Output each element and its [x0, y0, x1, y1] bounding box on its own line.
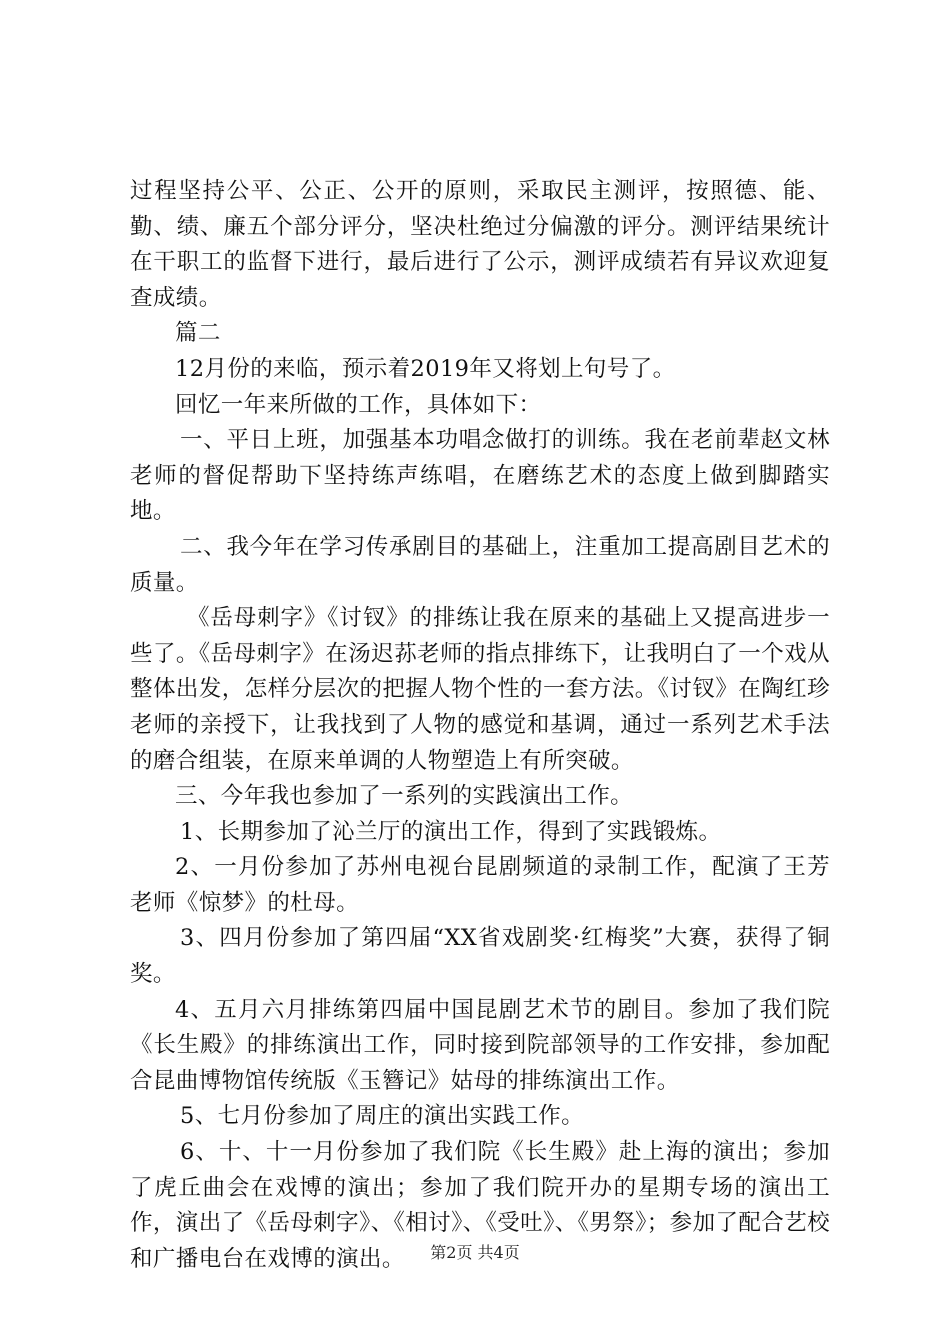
section-heading-part-two: 篇二 [175, 320, 221, 347]
page-number-footer: 第2页 共4页 [430, 1243, 520, 1262]
list-item-2: 2、一月份参加了苏州电视台昆剧频道的录制工作，配演了王芳老师《惊梦》的杜母。 [130, 854, 830, 916]
list-item-6: 6、十、十一月份参加了我们院《长生殿》赴上海的演出；参加了虎丘曲会在戏博的演出；参加了我们院开办的星期专场的演出工作，演出了《岳母刺字》、《相讨》、《受吐》、《男祭》；参加了配合艺校和广播电台在戏博的演出。 [130, 1139, 830, 1272]
paragraph-december-intro: 12月份的来临，预示着2019年又将划上句号了。 [175, 355, 676, 382]
paragraph-item-two: 二、我今年在学习传承剧目的基础上，注重加工提高剧目艺术的质量。 [130, 533, 830, 596]
list-item-1: 1、长期参加了沁兰厅的演出工作，得到了实践锻炼。 [180, 818, 722, 845]
list-item-4: 4、五月六月排练第四届中国昆剧艺术节的剧目。参加了我们院《长生殿》的排练演出工作，同时接到院部领导的工作安排，参加配合昆曲博物馆传统版《玉簪记》姑母的排练演出工作。 [130, 996, 830, 1094]
document-body [130, 174, 830, 1277]
paragraph-item-one: 一、平日上班，加强基本功唱念做打的训练。我在老前辈赵文林老师的督促帮助下坚持练声练唱，在磨练艺术的态度上做到脚踏实地。 [130, 427, 830, 525]
paragraph-item-three: 三、今年我也参加了一系列的实践演出工作。 [175, 783, 634, 810]
list-item-3: 3、四月份参加了第四届“XX省戏剧奖·红梅奖”大赛，获得了铜奖。 [130, 925, 830, 988]
paragraph-review-intro: 回忆一年来所做的工作，具体如下： [175, 391, 542, 418]
paragraph-evaluation-process: 过程坚持公平、公正、公开的原则，采取民主测评，按照德、能、勤、绩、廉五个部分评分，坚决杜绝过分偏激的评分。测评结果统计在干职工的监督下进行，最后进行了公示，测评成绩若有异议欢迎复查成绩。 [130, 178, 830, 311]
list-item-5: 5、七月份参加了周庄的演出实践工作。 [180, 1103, 585, 1130]
paragraph-repertoire-rehearsal: 《岳母刺字》《讨钗》的排练让我在原来的基础上又提高进步一些了。《岳母刺字》在汤迟荪老师的指点排练下，让我明白了一个戏从整体出发，怎样分层次的把握人物个性的一套方法。《讨钗》在陶红珍老师的亲授下，让我找到了人物的感觉和基调，通过一系列艺术手法的磨合组装，在原来单调的人物塑造上有所突破。 [130, 605, 830, 774]
